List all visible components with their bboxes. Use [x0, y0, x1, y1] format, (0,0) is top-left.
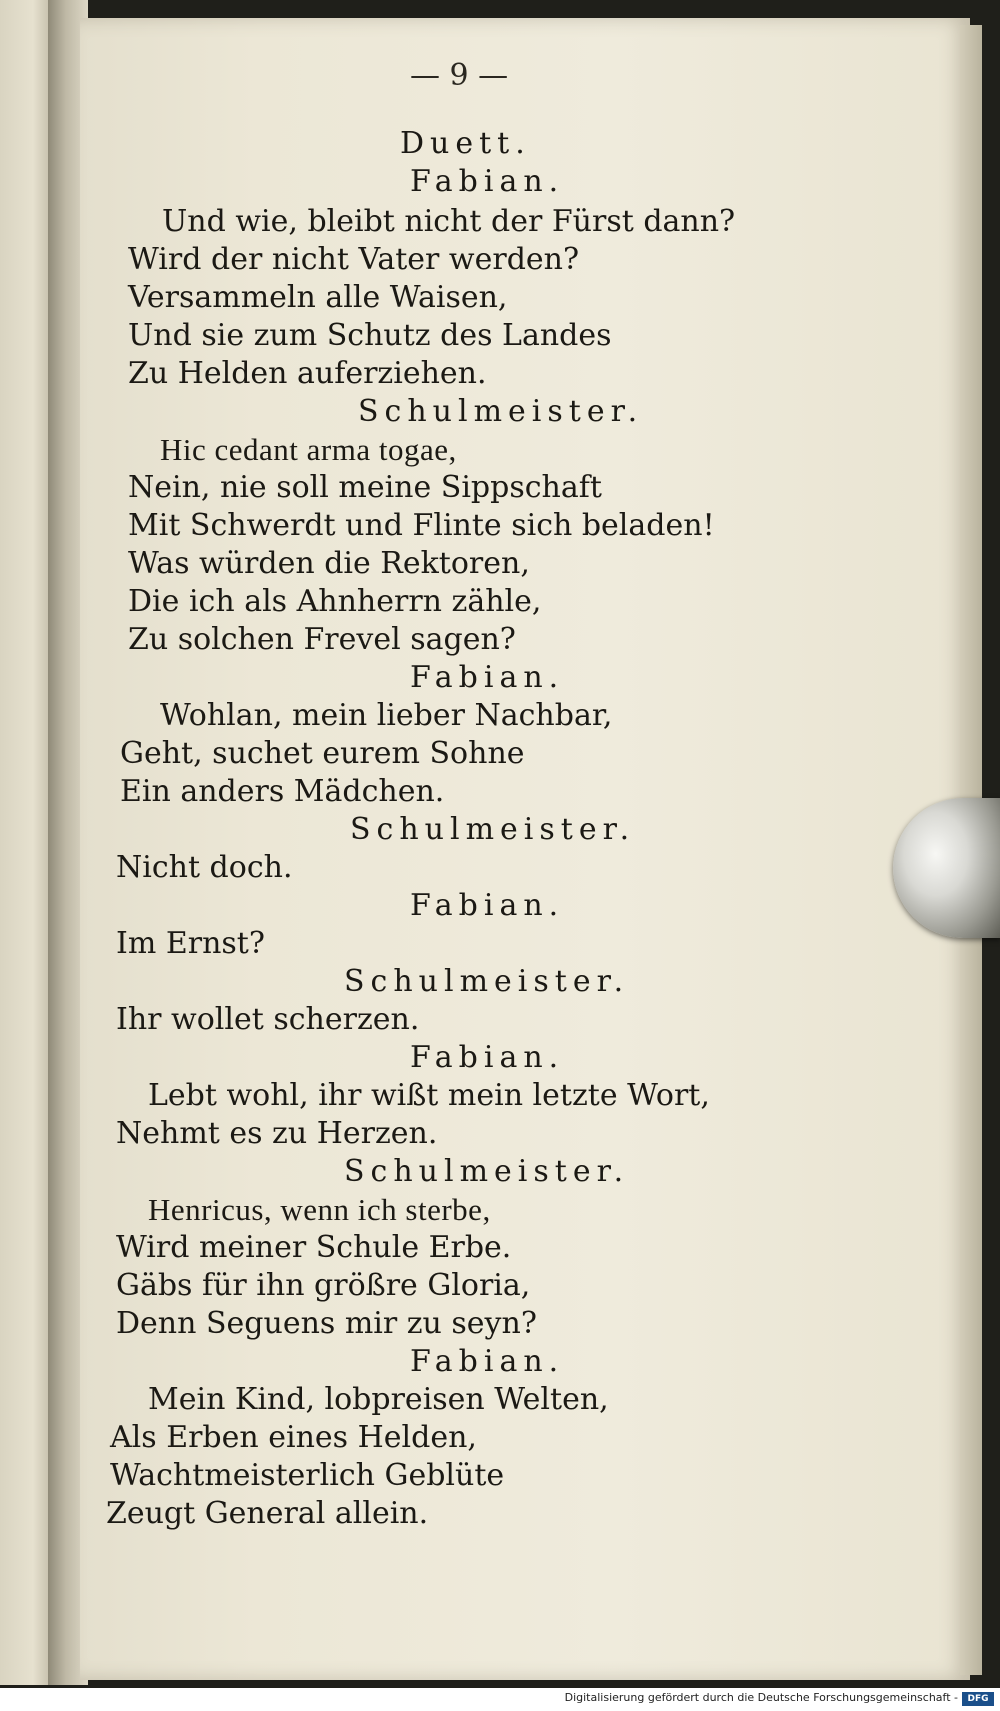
verse-line: Denn Seguens mir zu seyn?: [116, 1306, 537, 1341]
dfg-logo-icon: DFG: [962, 1692, 994, 1706]
footer-credit: Digitalisierung gefördert durch die Deutsche Forschungsgemeinschaft -: [564, 1691, 958, 1704]
verse-line: Wachtmeisterlich Geblüte: [110, 1458, 505, 1493]
verse-line: Ein anders Mädchen.: [120, 774, 445, 809]
verse-line: Geht, suchet eurem Sohne: [120, 736, 525, 771]
verse-line: Wird meiner Schule Erbe.: [116, 1230, 512, 1265]
speaker-fabian: Fabian.: [410, 660, 565, 695]
verse-line: Was würden die Rektoren,: [128, 546, 530, 581]
speaker-fabian: Fabian.: [410, 1040, 565, 1075]
verse-line: Nicht doch.: [116, 850, 293, 885]
speaker-schulmeister: Schulmeister.: [358, 394, 644, 429]
verse-line: Lebt wohl, ihr wißt mein letzte Wort,: [148, 1078, 710, 1113]
verse-line: Zu Helden auferziehen.: [128, 356, 487, 391]
verse-line: Und sie zum Schutz des Landes: [128, 318, 612, 353]
verse-line: Henricus, wenn ich sterbe,: [148, 1192, 491, 1227]
speaker-fabian: Fabian.: [410, 164, 565, 199]
verse-line: Mein Kind, lobpreisen Welten,: [148, 1382, 609, 1417]
verse-line: Nein, nie soll meine Sippschaft: [128, 470, 602, 505]
page-number: — 9 —: [410, 58, 509, 93]
verse-line-latin: Hic cedant arma togae,: [160, 432, 457, 467]
verse-line: Ihr wollet scherzen.: [116, 1002, 420, 1037]
verse-line: Gäbs für ihn größre Gloria,: [116, 1268, 531, 1303]
speaker-fabian: Fabian.: [410, 1344, 565, 1379]
verse-line: Als Erben eines Helden,: [110, 1420, 477, 1455]
speaker-schulmeister: Schulmeister.: [344, 964, 630, 999]
verse-line: Nehmt es zu Herzen.: [116, 1116, 438, 1151]
digitization-footer: [0, 1688, 1000, 1711]
speaker-schulmeister: Schulmeister.: [350, 812, 636, 847]
verse-line: Wohlan, mein lieber Nachbar,: [160, 698, 613, 733]
verse-line: Zu solchen Frevel sagen?: [128, 622, 516, 657]
speaker-fabian: Fabian.: [410, 888, 565, 923]
speaker-schulmeister: Schulmeister.: [344, 1154, 630, 1189]
verse-line: Die ich als Ahnherrn zähle,: [128, 584, 542, 619]
verse-line: Mit Schwerdt und Flinte sich beladen!: [128, 508, 715, 543]
verse-line: Versammeln alle Waisen,: [128, 280, 508, 315]
section-title: Duett.: [400, 126, 531, 161]
verse-line: Wird der nicht Vater werden?: [128, 242, 580, 277]
verse-line: Im Ernst?: [116, 926, 265, 961]
verse-line: Und wie, bleibt nicht der Fürst dann?: [162, 204, 736, 239]
verse-line: Zeugt General allein.: [106, 1496, 429, 1531]
